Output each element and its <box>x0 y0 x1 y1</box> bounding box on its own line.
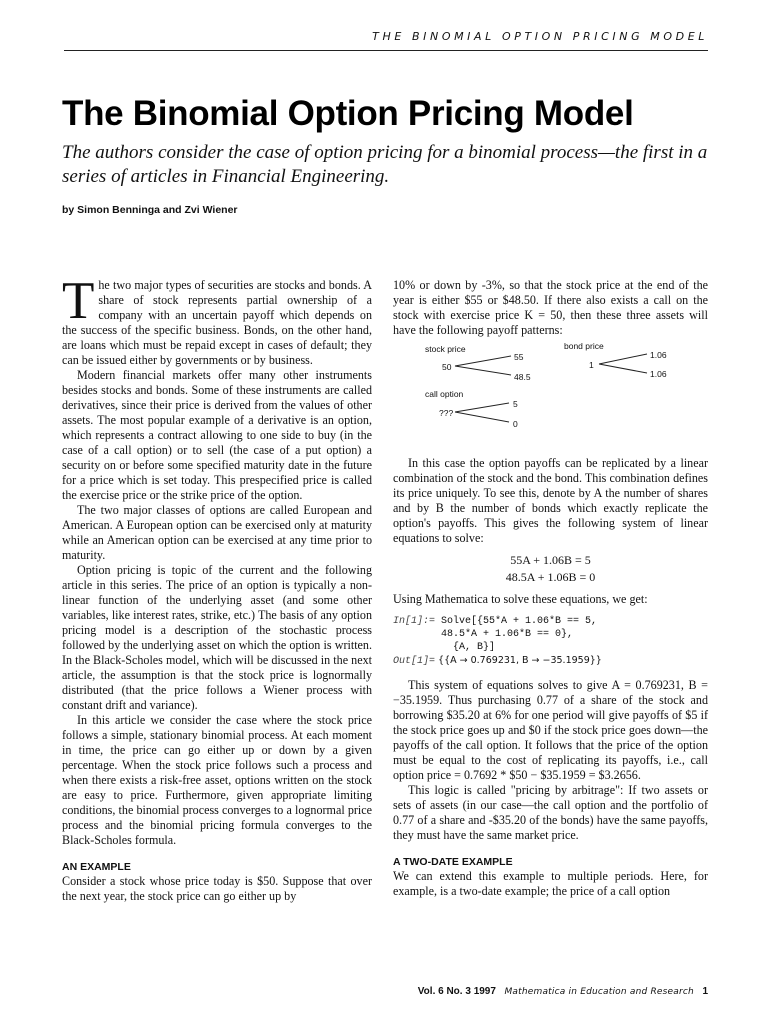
paragraph: In this article we consider the case where the stock price follows a simple, stationary binomial process. At each moment in time, the price can go either up or down by a given percentage. When the stock price follows such a process and when there exists a risk-free asset, options written on the stock are easy to price. Furthermore, given appropriate limiting conditions, the binomial process converges to a lognormal price process and the binomial pricing formula converges to the Black-Scholes formula. <box>62 713 372 847</box>
page-footer <box>64 986 708 997</box>
paragraph: This logic is called "pricing by arbitrage": If two assets or sets of assets (in our case—the call option and the portfolio of 0.77 of a share and -$35.20 of the bonds) have the same payoffs, they must have the same market price. <box>393 783 708 842</box>
code-output: {{A → 0.769231, B → −35.1959}} <box>435 655 602 666</box>
paragraph: Using Mathematica to solve these equations, we get: <box>393 592 648 606</box>
equation: 55A + 1.06B = 5 <box>510 553 591 567</box>
stock-down-value: 48.5 <box>514 372 531 382</box>
page-number: 1 <box>702 986 708 997</box>
issue-info: Vol. 6 No. 3 1997 <box>417 986 496 997</box>
paragraph: Option pricing is topic of the current and the following article in this series. The price of an option is typically a non-linear function of the underlying asset (and some other variables, like interest rates, strike, etc.) The basis of any option pricing model is a description of the stochastic process followed by the underlying asset on which the option is written. In the Black-Scholes model, which will be discussed in the next article, the assumption is that the stock price is lognormally distributed (that the price follows a Wiener process with constant drift and variance). <box>62 563 372 712</box>
call-up-value: 5 <box>513 399 518 409</box>
paragraph: Modern financial markets offer many other instruments besides stocks and bonds. Some of these instruments are called derivatives, since their price is derived from the values of other assets. The most popular example of a derivative is an option, which represents a contract allowing to one side to buy (in the case of a call option) or to sell (the case of a put option) a security on or before some specified maturity date in the future for a price which is set today. This prespecified price is called the exercise price or the strike price of the option. <box>62 368 372 502</box>
left-column <box>62 272 372 904</box>
right-column <box>393 278 708 899</box>
stock-down-branch <box>455 366 511 375</box>
bond-price-label: bond price <box>564 341 604 351</box>
section-heading: AN EXAMPLE <box>62 861 131 873</box>
stock-up-branch <box>455 356 511 366</box>
code-line: Solve[{55*A + 1.06*B == 5, <box>435 616 598 627</box>
call-start-value: ??? <box>439 408 454 418</box>
code-line: {A, B}] <box>393 642 496 653</box>
running-head: THE BINOMIAL OPTION PRICING MODEL <box>372 30 708 43</box>
bond-up-value: 1.06 <box>650 350 667 360</box>
paragraph: We can extend this example to multiple periods. Here, for example, is a two-date example; the price of a call option <box>393 869 708 898</box>
header-rule <box>64 50 708 51</box>
article-subtitle: The authors consider the case of option pricing for a binomial process—the first in a series of articles in Financial Engineering. <box>62 142 708 187</box>
mathematica-code <box>393 615 708 668</box>
journal-name: Mathematica in Education and Research <box>504 987 694 997</box>
bond-down-value: 1.06 <box>650 369 667 379</box>
paragraph: In this case the option payoffs can be replicated by a linear combination of the stock and the bond. This combination defines its price uniquely. To see this, denote by A the number of shares and by B the number of bonds which exactly replicate the option's payoffs. This gives the following system of linear equations to solve: <box>393 456 708 545</box>
call-up-branch <box>455 403 509 412</box>
code-line: 48.5*A + 1.06*B == 0}, <box>393 629 574 640</box>
input-prompt: In[1]:= <box>393 616 436 627</box>
payoff-diagram <box>393 341 708 448</box>
paragraph: The two major classes of options are called European and American. A European option can be exercised only at maturity while an American option can be exercised at any time prior to maturity. <box>62 503 372 562</box>
byline: by Simon Benninga and Zvi Wiener <box>62 204 238 216</box>
bond-down-branch <box>599 364 647 373</box>
equation: 48.5A + 1.06B = 0 <box>505 570 596 584</box>
drop-cap: T <box>62 272 95 330</box>
paragraph: Consider a stock whose price today is $50. Suppose that over the next year, the stock price can go either up by <box>62 874 372 903</box>
stock-price-label: stock price <box>425 344 466 354</box>
paragraph-text: he two major types of securities are stocks and bonds. A share of stock represents partial ownership of a company with an uncertain payoff which depends on the success of the specific business. Bonds, on the other hand, are loans which must be repaid except in cases of default; they can be issued either by governments or by business. <box>62 278 372 367</box>
call-option-label: call option <box>425 389 464 399</box>
bond-up-branch <box>599 354 647 364</box>
paragraph <box>62 272 372 368</box>
paragraph: This system of equations solves to give A = 0.769231, B = −35.1959. Thus purchasing 0.77 of a share of the stock and borrowing $35.20 at 6% for one period will give payoffs of $5 if the stock price goes up and $0 if the stock price goes down—the payoffs of the call option. It follows that the price of the option must be equal to the cost of replicating its payoffs, i.e., call option price = 0.7692 * $50 − $35.1959 = $3.2656. <box>393 678 708 782</box>
output-prompt: Out[1]= <box>393 656 436 667</box>
equation-system <box>393 552 708 586</box>
call-down-branch <box>455 412 509 422</box>
article-title: The Binomial Option Pricing Model <box>62 94 634 133</box>
section-heading: A TWO-DATE EXAMPLE <box>393 856 513 868</box>
call-down-value: 0 <box>513 419 518 429</box>
stock-start-value: 50 <box>442 362 452 372</box>
stock-up-value: 55 <box>514 352 524 362</box>
bond-start-value: 1 <box>589 360 594 370</box>
paragraph: 10% or down by -3%, so that the stock price at the end of the year is either $55 or $48.50. If there also exists a call on the stock with exercise price K = 50, then these three assets will have the following payoff patterns: <box>393 278 708 337</box>
